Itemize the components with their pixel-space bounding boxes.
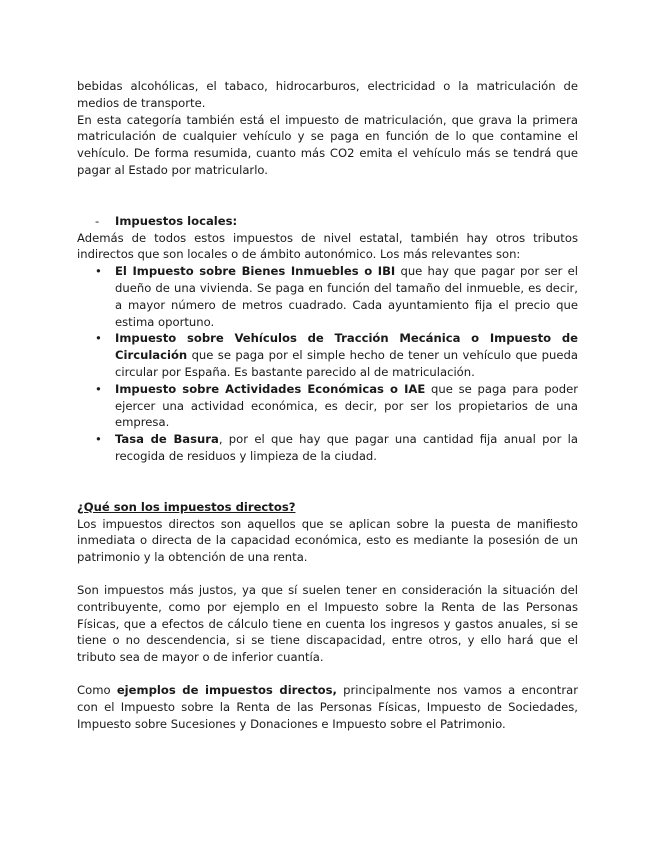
list-item xyxy=(77,381,578,431)
bullet-icon: • xyxy=(95,432,102,447)
list-item-text: que se paga para poder ejercer una actividad económica, es decir, por ser los propietarios de una empresa. xyxy=(115,381,578,430)
direct-paragraph-2: Son impuestos más justos, ya que sí suelen tener en consideración la situación del contribuyente, como por ejemplo en el Impuesto sobre la Renta de las Personas Físicas, que a efectos de cálculo tiene en cuenta los ingresos y gastos anuales, si se tiene o no descendencia, si se tiene discapacidad, entre otros, y ello hará que el tributo sea de mayor o de inferior cuantía. xyxy=(77,582,578,665)
direct-p3-post: principalmente nos vamos a encontrar con el Impuesto sobre la Renta de las Personas Físicas, Impuesto de Sociedades, Impuesto sobre Sucesiones y Donaciones e Impuesto sobre el Patrimonio. xyxy=(77,682,578,731)
list-item-text: , por el que hay que pagar una cantidad fija anual por la recogida de residuos y limpieza de la ciudad. xyxy=(115,432,578,463)
direct-paragraph-3 xyxy=(77,682,578,732)
list-item-text: que hay que pagar por ser el dueño de una vivienda. Se paga en función del tamaño del inmueble, es decir, a mayor número de metros cuadrado. Cada ayuntamiento fija el precio que estima oportuno. xyxy=(115,264,579,329)
local-taxes-title: Impuestos locales: xyxy=(115,213,238,228)
list-item-text: que se paga por el simple hecho de tener un vehículo que pueda circular por España. Es bastante parecido al de matriculación. xyxy=(115,348,578,379)
list-item-bold: Impuesto sobre Actividades Económicas o IAE xyxy=(115,381,426,396)
dash-bullet-icon: - xyxy=(95,213,100,228)
list-item-bold: Tasa de Basura xyxy=(115,432,219,447)
intro-paragraph-1: bebidas alcohólicas, el tabaco, hidrocarburos, electricidad o la matriculación de medios de transporte. xyxy=(77,79,578,110)
direct-p3-bold: ejemplos de impuestos directos, xyxy=(116,682,337,697)
list-item-bold: Impuesto sobre Vehículos de Tracción Mecánica o Impuesto de Circulación xyxy=(115,331,578,363)
local-taxes-intro: Además de todos estos impuestos de nivel estatal, también hay otros tributos indirectos que son locales o de ámbito autonómico. Los más relevantes son: xyxy=(77,230,578,262)
direct-taxes-title: ¿Qué son los impuestos directos? xyxy=(77,499,296,514)
bullet-icon: • xyxy=(95,264,102,279)
intro-paragraph-2: En esta categoría también está el impuesto de matriculación, que grava la primera matriculación de cualquier vehículo y se paga en función de lo que contamine el vehículo. De forma resumida, cuanto más CO2 emita el vehículo más se tendrá que pagar al Estado por matricularlo. xyxy=(77,112,578,177)
direct-p3-pre: Como xyxy=(77,682,117,697)
local-taxes-heading xyxy=(95,213,578,230)
list-item xyxy=(77,431,578,465)
list-item xyxy=(77,263,578,330)
direct-taxes-heading xyxy=(77,499,578,516)
bullet-icon: • xyxy=(95,331,102,346)
local-taxes-list xyxy=(77,263,578,465)
direct-paragraph-1: Los impuestos directos son aquellos que se aplican sobre la puesta de manifiesto inmediata o directa de la capacidad económica, esto es mediante la posesión de un patrimonio y la obtención de una renta. xyxy=(77,516,578,565)
bullet-icon: • xyxy=(95,381,102,396)
list-item xyxy=(77,330,578,380)
list-item-bold: El Impuesto sobre Bienes Inmuebles o IBI xyxy=(115,264,396,279)
